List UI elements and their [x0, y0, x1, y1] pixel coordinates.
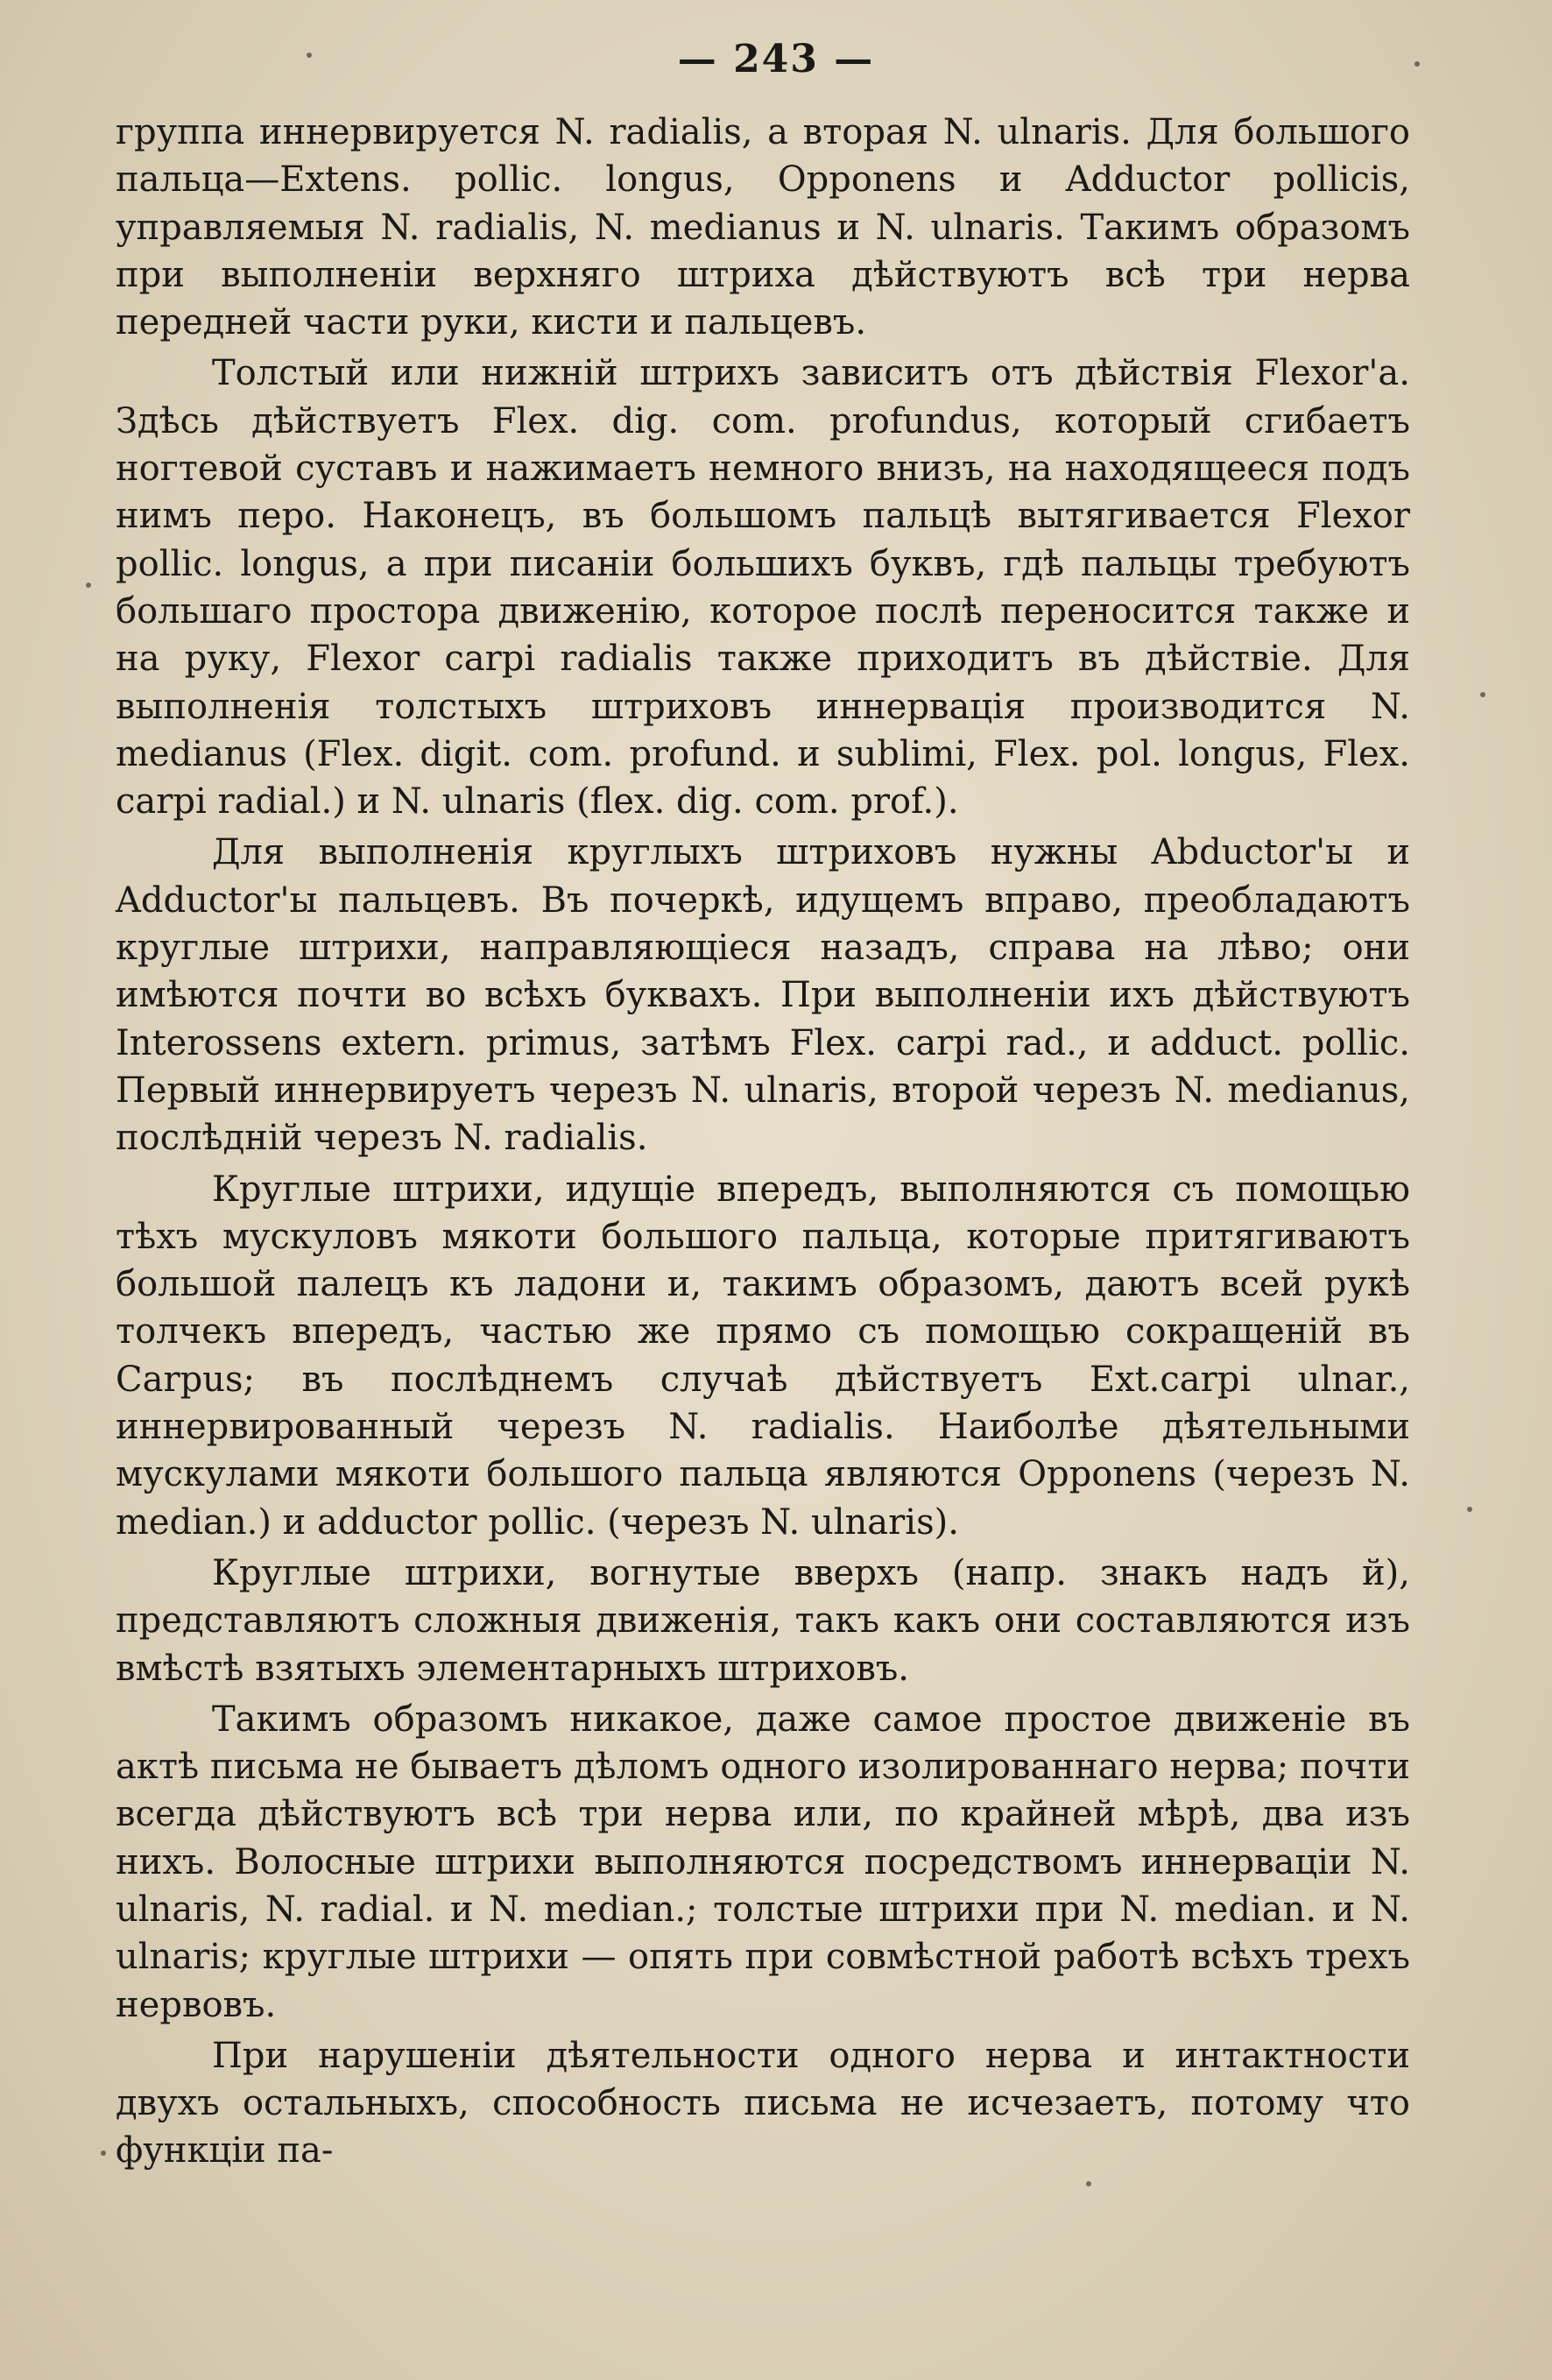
paragraph-4: Круглые штрихи, идущіе впередъ, выполняются съ помощью тѣхъ мускуловъ мякоти большого пальца, которые притягиваютъ большой палецъ къ ладони и, такимъ образомъ, даютъ всей рукѣ толчекъ впередъ, частью же прямо съ помощью сокращеній въ Carpus; въ послѣднемъ случаѣ дѣйствуетъ Ext.carpi ulnar., иннервированный черезъ N. radialis. Наиболѣе дѣятельными мускулами мякоти большого пальца являются Opponens (черезъ N. median.) и adductor pollic. (черезъ N. ulnaris).: [116, 1169, 1410, 1543]
scan-speck: [86, 583, 91, 588]
paragraph-5: Круглые штрихи, вогнутые вверхъ (напр. знакъ надъ й), представляютъ сложныя движенія, такъ какъ они составляются изъ вмѣстѣ взятыхъ элементарныхъ штриховъ.: [116, 1552, 1410, 1689]
scan-speck: [101, 2150, 106, 2156]
page-number: — 243 —: [677, 37, 875, 81]
scan-speck: [1467, 1507, 1472, 1512]
scan-speck: [1480, 692, 1485, 697]
paragraph-6: Такимъ образомъ никакое, даже самое простое движеніе въ актѣ письма не бываетъ дѣломъ одного изолированнаго нерва; почти всегда дѣйствуютъ всѣ три нерва или, по крайней мѣрѣ, два изъ нихъ. Волосные штрихи выполняются посредствомъ иннерваціи N. ulnaris, N. radial. и N. median.; толстые штрихи при N. median. и N. ulnaris; круглые штрихи — опять при совмѣстной работѣ всѣхъ трехъ нервовъ.: [116, 1698, 1410, 2025]
scan-speck: [1414, 61, 1420, 67]
scan-speck: [1086, 2181, 1091, 2186]
paragraph-2: Толстый или нижній штрихъ зависитъ отъ дѣйствія Flexor'а. Здѣсь дѣйствуетъ Flex. dig. com. profundus, который сгибаетъ ногтевой суставъ и нажимаетъ немного внизъ, на находящееся подъ нимъ перо. Наконецъ, въ большомъ пальцѣ вытягивается Flexor pollic. longus, а при писаніи большихъ буквъ, гдѣ пальцы требуютъ большаго простора движенію, которое послѣ переносится также и на руку, Flexor carpi radialis также приходитъ въ дѣйствіе. Для выполненія толстыхъ штриховъ иннервація производится N. medianus (Flex. digit. com. profund. и sublimi, Flex. pol. longus, Flex. carpi radial.) и N. ulnaris (flex. dig. com. prof.).: [116, 353, 1410, 823]
paragraph-1: группа иннервируется N. radialis, а вторая N. ulnaris. Для большого пальца—Extens. pollic. longus, Opponens и Adductor pollicis, управляемыя N. radialis, N. medianus и N. ulnaris. Такимъ образомъ при выполненіи верхняго штриха дѣйствуютъ всѣ три нерва передней части руки, кисти и пальцевъ.: [116, 112, 1410, 343]
body-text: [116, 109, 1410, 2179]
scan-speck: [307, 53, 312, 58]
paragraph-3: Для выполненія круглыхъ штриховъ нужны Abductor'ы и Adductor'ы пальцевъ. Въ почеркѣ, идущемъ вправо, преобладаютъ круглые штрихи, направляющіеся назадъ, справа на лѣво; они имѣются почти во всѣхъ буквахъ. При выполненіи ихъ дѣйствуютъ Interossens extern. primus, затѣмъ Flex. carpi rad., и adduct. pollic. Первый иннервируетъ черезъ N. ulnaris, второй черезъ N. medianus, послѣдній черезъ N. radialis.: [116, 832, 1410, 1159]
paragraph-7: При нарушеніи дѣятельности одного нерва и интактности двухъ остальныхъ, способность письма не исчезаетъ, потому что функціи па-: [116, 2035, 1410, 2172]
